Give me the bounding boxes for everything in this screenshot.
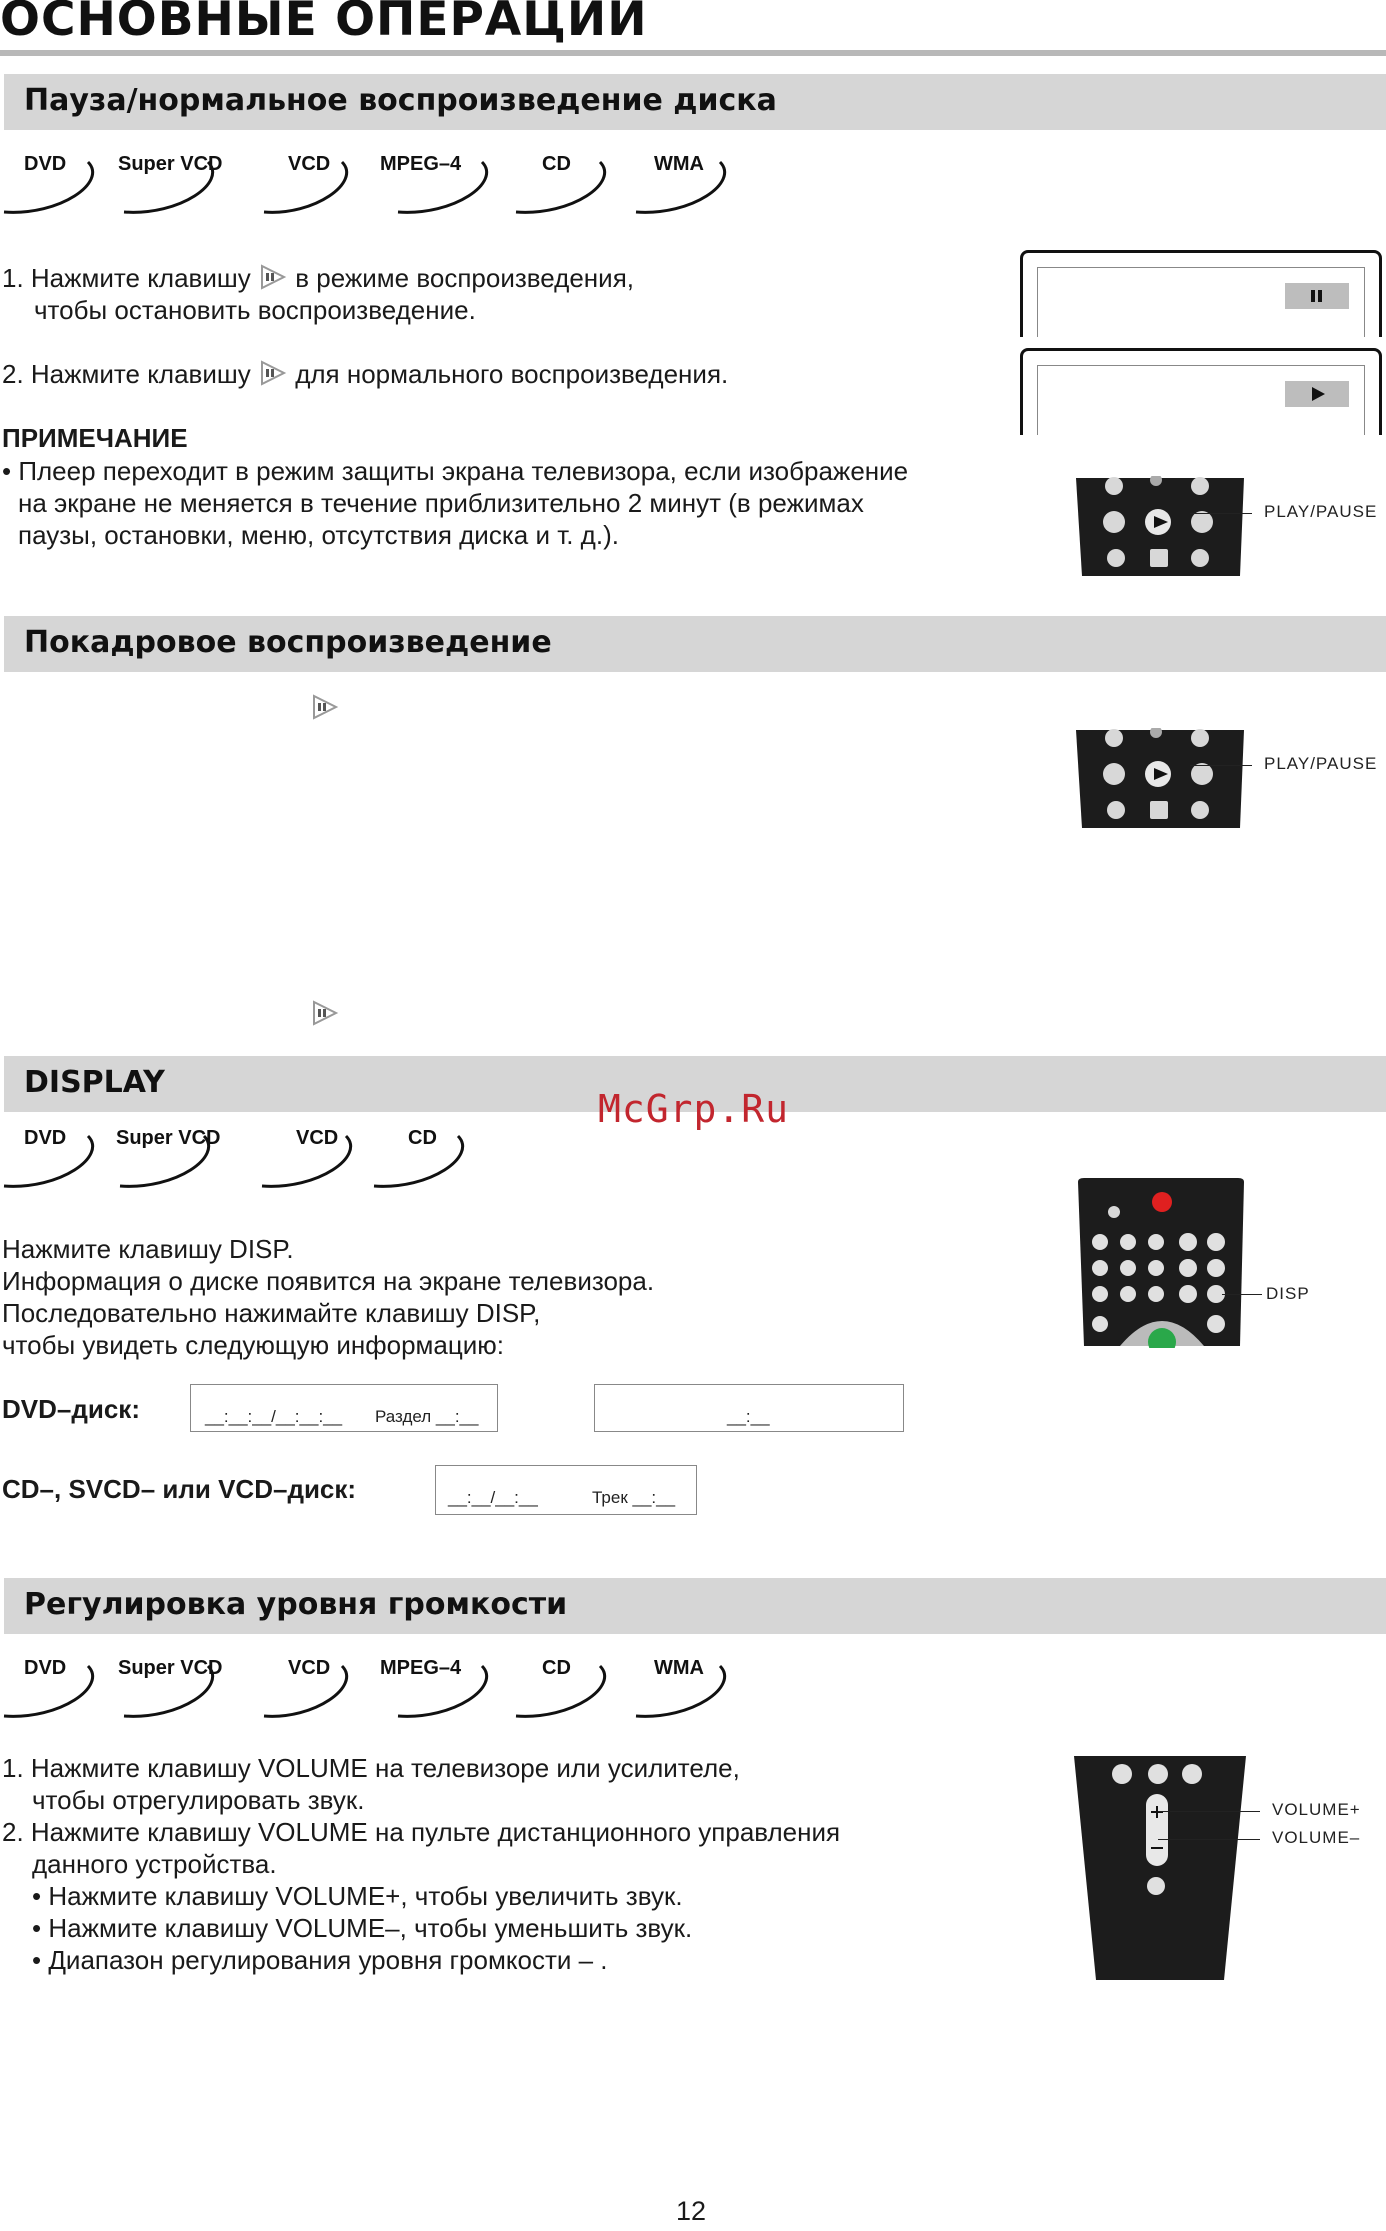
volume-text: 2. Нажмите клавишу VOLUME на пульте дистанционного управления xyxy=(2,1817,841,1847)
display-text: чтобы увидеть следующую информацию: xyxy=(2,1330,505,1360)
play-icon xyxy=(1285,381,1349,407)
format-badge: VCD xyxy=(262,152,374,216)
format-badge: CD xyxy=(370,1126,482,1190)
remote-control-volume xyxy=(1072,1754,1248,1982)
format-badge: WMA xyxy=(632,152,744,216)
section-heading: Покадровое воспроизведение xyxy=(24,625,552,660)
format-badge: DVD xyxy=(0,152,112,216)
note-line: паузы, остановки, меню, отсутствия диска и т. д.). xyxy=(18,520,619,550)
play-pause-icon xyxy=(310,692,340,727)
cd-info-box: __:__/__:__ Трек __:__ xyxy=(435,1465,697,1515)
callout-line xyxy=(1158,1839,1260,1840)
format-badge: VCD xyxy=(258,1126,370,1190)
pause-step-1: 1. Нажмите клавишу в режиме воспроизведения, xyxy=(2,262,634,298)
format-badge: CD xyxy=(512,1656,624,1720)
volume-text: • Диапазон регулирования уровня громкости – . xyxy=(32,1945,608,1975)
volume-plus-label: VOLUME+ xyxy=(1272,1800,1361,1819)
cd-disc-label: CD–, SVCD– или VCD–диск: xyxy=(2,1474,357,1504)
remote-control-illustration xyxy=(1072,728,1248,830)
page-number: 12 xyxy=(676,2196,707,2226)
play-pause-icon xyxy=(310,998,340,1033)
watermark: McGrp.Ru xyxy=(598,1087,790,1131)
pause-step-1-cont: чтобы остановить воспроизведение. xyxy=(34,295,476,325)
display-text: Информация о диске появится на экране телевизора. xyxy=(2,1266,655,1296)
note-title: ПРИМЕЧАНИЕ xyxy=(2,423,188,453)
note-line: на экране не меняется в течение приблизительно 2 минут (в режимах xyxy=(18,488,864,518)
dvd-info-box-2: __:__ xyxy=(594,1384,904,1432)
section-header-volume xyxy=(4,1578,1386,1634)
volume-text: • Нажмите клавишу VOLUME–, чтобы уменьшить звук. xyxy=(32,1913,693,1943)
display-text: Нажмите клавишу DISP. xyxy=(2,1234,294,1264)
play-indicator xyxy=(1285,381,1349,407)
format-badge: WMA xyxy=(632,1656,744,1720)
format-badge: Super VCD xyxy=(116,1656,228,1720)
remote-control-keypad xyxy=(1074,1176,1248,1348)
volume-minus-label: VOLUME– xyxy=(1272,1828,1361,1847)
format-badges-display xyxy=(0,1126,500,1196)
volume-text: • Нажмите клавишу VOLUME+, чтобы увеличить звук. xyxy=(32,1881,683,1911)
dvd-info-box-1: __:__:__/__:__:__ Раздел __:__ xyxy=(190,1384,498,1432)
callout-line xyxy=(1190,513,1252,514)
format-badge: CD xyxy=(512,152,624,216)
format-badges-volume xyxy=(0,1656,760,1726)
pause-icon xyxy=(1285,283,1349,309)
pause-step-2: 2. Нажмите клавишу для нормального воспроизведения. xyxy=(2,358,728,394)
section-heading: Регулировка уровня громкости xyxy=(24,1587,568,1622)
callout-line xyxy=(1190,765,1252,766)
play-pause-icon xyxy=(258,359,288,394)
disp-label: DISP xyxy=(1266,1284,1310,1303)
note-line: • Плеер переходит в режим защиты экрана телевизора, если изображение xyxy=(2,456,909,486)
tv-screen-playing xyxy=(1020,348,1382,435)
format-badge: DVD xyxy=(0,1656,112,1720)
format-badge: VCD xyxy=(262,1656,374,1720)
section-heading: Пауза/нормальное воспроизведение диска xyxy=(24,83,777,118)
format-badge: MPEG–4 xyxy=(394,152,506,216)
display-text: Последовательно нажимайте клавишу DISP, xyxy=(2,1298,541,1328)
format-badges-pause xyxy=(0,152,760,222)
play-pause-label: PLAY/PAUSE xyxy=(1264,502,1378,521)
play-pause-icon xyxy=(258,263,288,298)
pause-indicator xyxy=(1285,283,1349,309)
volume-text: чтобы отрегулировать звук. xyxy=(32,1785,365,1815)
format-badge: MPEG–4 xyxy=(394,1656,506,1720)
callout-line xyxy=(1158,1811,1260,1812)
section-header-pause xyxy=(4,74,1386,130)
volume-text: 1. Нажмите клавишу VOLUME на телевизоре или усилителе, xyxy=(2,1753,740,1783)
dvd-disc-label: DVD–диск: xyxy=(2,1394,140,1424)
section-heading: DISPLAY xyxy=(24,1065,165,1100)
tv-screen-paused xyxy=(1020,250,1382,337)
callout-line xyxy=(1222,1294,1262,1295)
format-badge: DVD xyxy=(0,1126,112,1190)
section-header-frame xyxy=(4,616,1386,672)
title-rule xyxy=(0,50,1386,56)
page-title: ОСНОВНЫЕ ОПЕРАЦИИ xyxy=(0,0,648,47)
volume-text: данного устройства. xyxy=(32,1849,277,1879)
format-badge: Super VCD xyxy=(116,152,228,216)
remote-control-illustration xyxy=(1072,476,1248,578)
play-pause-label: PLAY/PAUSE xyxy=(1264,754,1378,773)
format-badge: Super VCD xyxy=(116,1126,228,1190)
